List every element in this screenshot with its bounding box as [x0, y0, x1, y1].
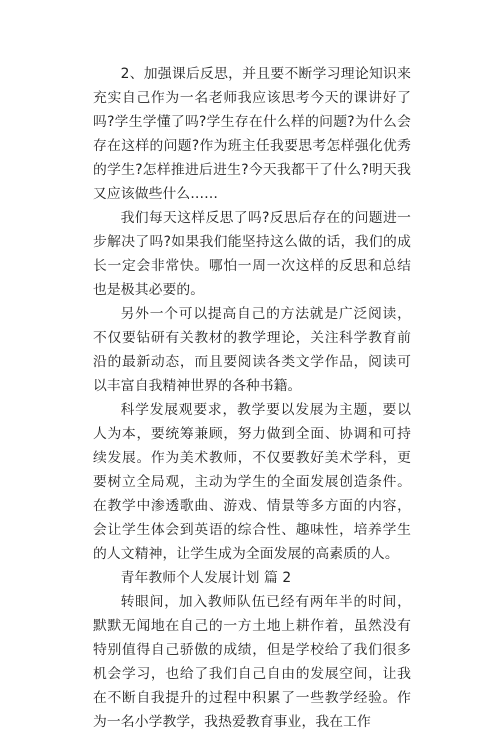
paragraph-scientific-development: 科学发展观要求，教学要以发展为主题，要以人为本，要统筹兼顾，努力做到全面、协调和可持续发展。作为美术教师，不仅要教好美术学科，更要树立全局观，主动为学生的全面发展创造条件。在教学中渗透歌曲、游戏、情景等多方面的内容，会让学生体会到英语的综合性、趣味性，培养学生的人文精神，让学生成为全面发展的高素质的人。 — [93, 402, 411, 562]
paragraph-wide-reading: 另外一个可以提高自己的方法就是广泛阅读，不仅要钻研有关教材的教学理论，关注科学教育前沿的最新动态，而且要阅读各类文学作品，阅读可以丰富自我精神世界的各种书籍。 — [93, 306, 411, 394]
paragraph-daily-reflection: 我们每天这样反思了吗?反思后存在的问题进一步解决了吗?如果我们能坚持这么做的话，我们的成长一定会非常快。哪怕一周一次这样的反思和总结也是极其必要的。 — [93, 210, 411, 298]
section-heading: 青年教师个人发展计划 篇 2 — [120, 570, 292, 586]
paragraph-teaching-experience: 转眼间，加入教师队伍已经有两年半的时间，默默无闻地在自己的一方土地上耕作着，虽然没有特别值得自己骄傲的成绩，但是学校给了我们很多机会学习，也给了我们自己自由的发展空间，让我在不断自我提升的过程中积累了一些教学经验。作为一名小学教学，我热爱教育事业，我在工作 — [93, 594, 411, 730]
paragraph-reflection-after-class: 2、加强课后反思，并且要不断学习理论知识来充实自己作为一名老师我应该思考今天的课讲好了吗?学生学懂了吗?学生存在什么样的问题?为什么会存在这样的问题?作为班主任我要思考怎样强化优秀的学生?怎样推进后进生?今天我都干了什么?明天我又应该做些什么…… — [93, 66, 411, 202]
document-body — [93, 62, 411, 734]
